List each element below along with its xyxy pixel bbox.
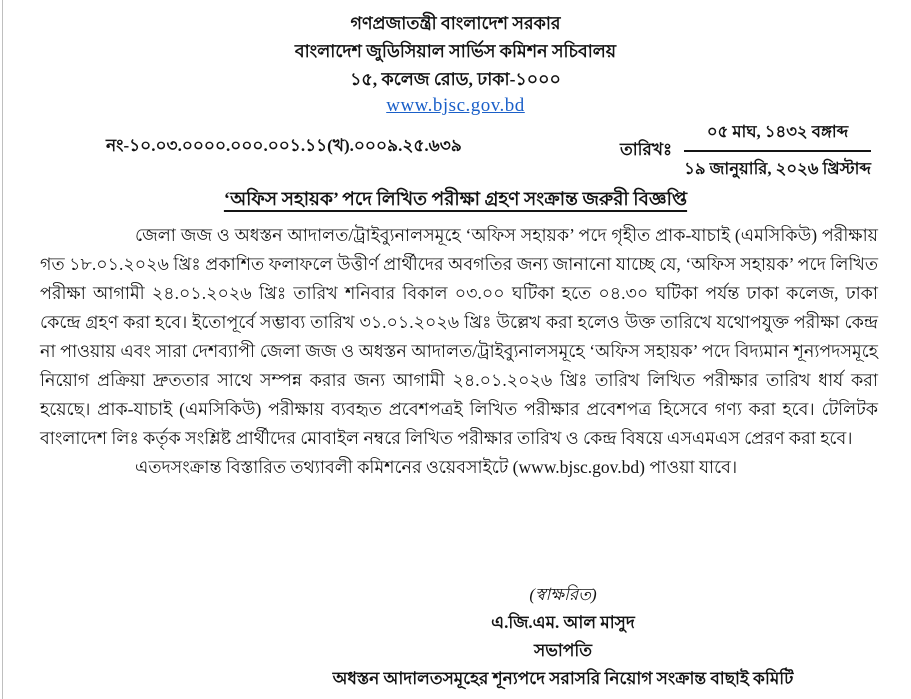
bangla-calendar-date: ০৫ মাঘ, ১৪৩২ বঙ্গাব্দ (684, 119, 871, 152)
gregorian-calendar-date: ১৯ জানুয়ারি, ২০২৬ খ্রিস্টাব্দ (684, 159, 871, 178)
signature-block (283, 581, 843, 693)
date-block (620, 119, 871, 183)
memo-number: নং-১০.০৩.০০০০.০০০.০০১.১১(খ).০০০৯.২৫.৬৩৯ (106, 136, 462, 155)
organization-address: ১৫, কলেজ রোড, ঢাকা-১০০০ (350, 69, 561, 89)
notice-title: ‘অফিস সহায়ক’ পদে লিখিত পরীক্ষা গ্রহণ সংক্রান্ত জরুরী বিজ্ঞপ্তি (223, 190, 688, 210)
body-paragraph-2: এতদসংক্রান্ত বিস্তারিত তথ্যাবলী কমিশনের ওয়েবসাইটে (www.bjsc.gov.bd) পাওয়া যাবে। (135, 457, 738, 477)
notice-body (40, 221, 878, 482)
committee-name: অধস্তন আদালতসমূহের শূন্যপদে সরাসরি নিয়োগ সংক্রান্ত বাছাই কমিটি (332, 669, 794, 688)
date-stack (684, 119, 871, 183)
letterhead (0, 9, 911, 118)
website-link[interactable]: www.bjsc.gov.bd (386, 95, 525, 116)
government-name: গণপ্রজাতন্ত্রী বাংলাদেশ সরকার (350, 13, 561, 33)
memo-date-row (0, 118, 911, 178)
date-label: তারিখঃ (619, 140, 673, 159)
signatory-designation: সভাপতি (534, 641, 592, 660)
signatory-name: এ.জি.এম. আল মাসুদ (491, 613, 635, 632)
signed-note: (স্বাক্ষরিত) (529, 585, 597, 604)
body-paragraph-1: জেলা জজ ও অধস্তন আদালত/ট্রাইব্যুনালসমূহে ‘অফিস সহায়ক’ পদে গৃহীত প্রাক-যাচাই (এমসিকিউ) পরীক্ষায় গত ১৮.০১.২০২৬ খ্রিঃ প্রকাশিত ফলাফলে উত্তীর্ণ প্রার্থীদের অবগতির জন্য জানানো যাচ্ছে যে, ‘অফিস সহায়ক’ পদে লিখিত পরীক্ষা আগামী ২৪.০১.২০২৬ খ্রিঃ তারিখ শনিবার বিকাল ০৩.০০ ঘটিকা হতে ০৪.৩০ ঘটিকা পর্যন্ত ঢাকা কলেজ, ঢাকা কেন্দ্রে গ্রহণ করা হবে। ইতোপূর্বে সম্ভাব্য তারিখ ৩১.০১.২০২৬ খ্রিঃ উল্লেখ করা হলেও উক্ত তারিখে যথোপযুক্ত পরীক্ষা কেন্দ্র না পাওয়ায় এবং সারা দেশব্যাপী জেলা জজ ও অধস্তন আদালত/ট্রাইব্যুনালসমূহে ‘অফিস সহায়ক’ পদে বিদ্যমান শূন্যপদসমূহে নিয়োগ প্রক্রিয়া দ্রুততার সাথে সম্পন্ন করার জন্য আগামী ২৪.০১.২০২৬ খ্রিঃ তারিখ লিখিত পরীক্ষার তারিখ ধার্য করা হয়েছে। প্রাক-যাচাই (এমসিকিউ) পরীক্ষায় ব্যবহৃত প্রবেশপত্রই লিখিত পরীক্ষার প্রবেশপত্র হিসেবে গণ্য করা হবে। টেলিটক বাংলাদেশ লিঃ কর্তৃক সংশ্লিষ্ট প্রার্থীদের মোবাইল নম্বরে লিখিত পরীক্ষার তারিখ ও কেন্দ্র বিষয়ে এসএমএস প্রেরণ করা হবে। (40, 225, 878, 448)
organization-name: বাংলাদেশ জুডিসিয়াল সার্ভিস কমিশন সচিবালয় (294, 41, 617, 61)
